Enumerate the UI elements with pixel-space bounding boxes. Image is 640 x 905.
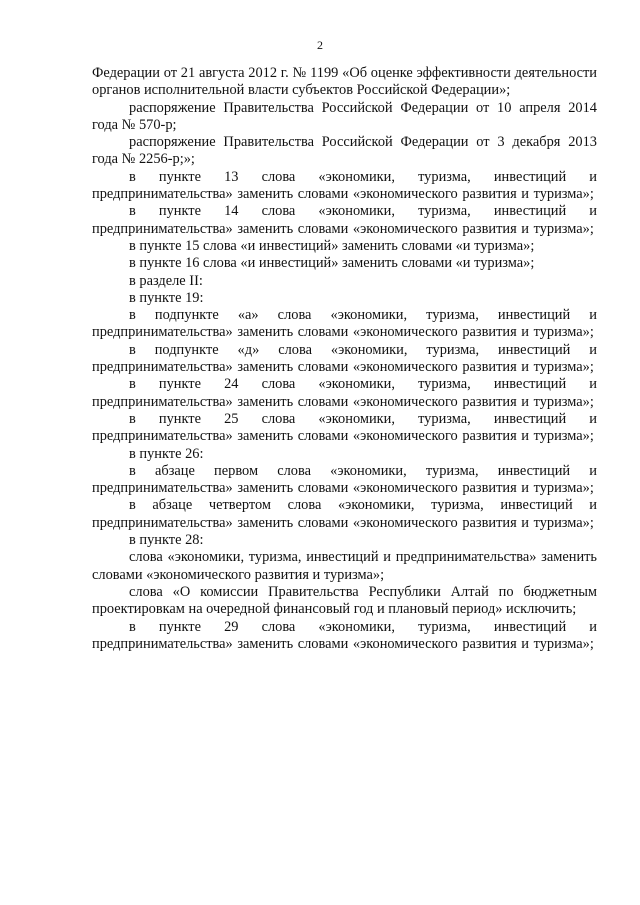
paragraph-19: слова «О комиссии Правительства Республики Алтай по бюджетным проектировкам на очередной финансовый год и плановый период» исключить; — [92, 583, 597, 618]
paragraph-13: в пункте 25 слова «экономики, туризма, инвестиций и предпринимательства» заменить словами «экономического развития и туризма»; — [92, 410, 597, 445]
paragraph-12: в пункте 24 слова «экономики, туризма, инвестиций и предпринимательства» заменить словами «экономического развития и туризма»; — [92, 376, 597, 410]
paragraph-17: в пункте 28: — [129, 532, 204, 549]
paragraph-10: в подпункте «а» слова «экономики, туризма, инвестиций и предпринимательства» заменить словами «экономического развития и туризма»; — [92, 307, 597, 341]
paragraph-16: в абзаце четвертом слова «экономики, туризма, инвестиций и предпринимательства» заменить словами «экономического развития и туризма»; — [92, 497, 597, 531]
paragraph-18: слова «экономики, туризма, инвестиций и предпринимательства» заменить словами «экономического развития и туризма»; — [92, 549, 597, 583]
paragraph-11: в подпункте «д» слова «экономики, туризма, инвестиций и предпринимательства» заменить словами «экономического развития и туризма»; — [92, 341, 597, 376]
paragraph-6: в пункте 15 слова «и инвестиций» заменить словами «и туризма»; — [129, 237, 535, 254]
paragraph-4: в пункте 13 слова «экономики, туризма, инвестиций и предпринимательства» заменить словами «экономического развития и туризма»; — [92, 168, 597, 203]
paragraph-7: в пункте 16 слова «и инвестиций» заменить словами «и туризма»; — [129, 255, 535, 272]
paragraph-3: распоряжение Правительства Российской Федерации от 3 декабря 2013 года № 2256-р;»; — [92, 134, 597, 168]
paragraph-15: в абзаце первом слова «экономики, туризма, инвестиций и предпринимательства» заменить словами «экономического развития и туризма»; — [92, 462, 597, 497]
paragraph-8: в разделе II: — [129, 272, 203, 289]
paragraph-14: в пункте 26: — [129, 445, 204, 462]
page-number: 2 — [317, 38, 323, 52]
paragraph-5: в пункте 14 слова «экономики, туризма, инвестиций и предпринимательства» заменить словами «экономического развития и туризма»; — [92, 203, 597, 237]
paragraph-1: Федерации от 21 августа 2012 г. № 1199 «Об оценке эффективности деятельности органов исполнительной власти субъектов Российской Федерации»; — [92, 65, 597, 99]
paragraph-2: распоряжение Правительства Российской Федерации от 10 апреля 2014 года № 570-р; — [92, 99, 597, 133]
paragraph-9: в пункте 19: — [129, 289, 204, 306]
paragraph-20: в пункте 29 слова «экономики, туризма, инвестиций и предпринимательства» заменить словами «экономического развития и туризма»; — [92, 618, 597, 652]
document-body — [92, 65, 597, 653]
